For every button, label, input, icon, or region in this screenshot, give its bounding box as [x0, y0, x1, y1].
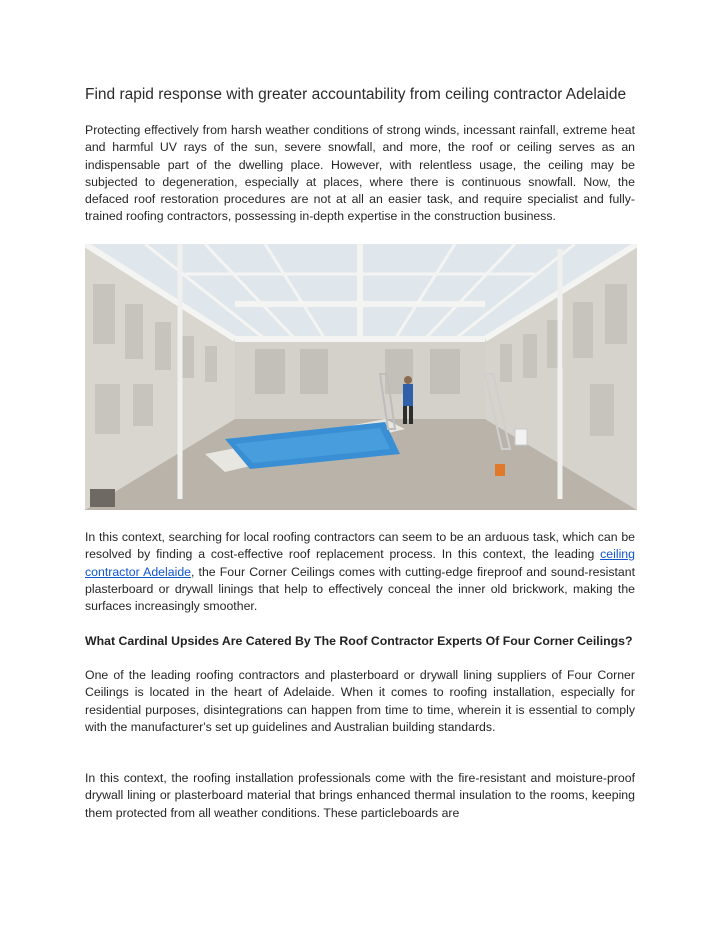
- context-text-after-link: , the Four Corner Ceilings comes with cutting-edge fireproof and sound-resistant plasterboard or drywall linings that help to effectively conceal the inner old brickwork, making the surfaces increasingly smoother.: [85, 564, 635, 614]
- context-text-before-link: In this context, searching for local roofing contractors can seem to be an arduous task, which can be resolved by finding a cost-effective roof replacement process. In this context, the leading: [85, 530, 635, 562]
- about-paragraph: One of the leading roofing contractors and plasterboard or drywall lining suppliers of Four Corner Ceilings is located in the heart of Adelaide. When it comes to roofing installation, especially for residential purposes, disintegrations can happen from time to time, wherein it is essential to comply with the manufacturer's set up guidelines and Australian building standards.: [85, 668, 635, 734]
- context-paragraph: [85, 529, 635, 615]
- section-heading: What Cardinal Upsides Are Catered By The Roof Contractor Experts Of Four Corner Ceilings?: [85, 634, 633, 648]
- ceiling-contractor-link[interactable]: ceiling contractor Adelaide: [85, 547, 635, 579]
- construction-photo: [85, 244, 637, 510]
- intro-paragraph: Protecting effectively from harsh weather conditions of strong winds, incessant rainfall, extreme heat and harmful UV rays of the sun, severe snowfall, and more, the roof or ceiling serves as an indispensable part of the dwelling place. However, with relentless usage, the ceiling may be subjected to degeneration, especially at places, where there is continuous snowfall. Now, the defaced roof restoration procedures are not at all an easier task, and require specialist and fully-trained roofing contractors, possessing in-depth expertise in the construction business.: [85, 123, 635, 224]
- installation-paragraph: In this context, the roofing installation professionals come with the fire-resistant and moisture-proof drywall lining or plasterboard material that brings enhanced thermal insulation to the rooms, keeping them protected from all weather conditions. These particleboards are: [85, 771, 635, 820]
- document-title: Find rapid response with greater accountability from ceiling contractor Adelaide: [85, 86, 627, 103]
